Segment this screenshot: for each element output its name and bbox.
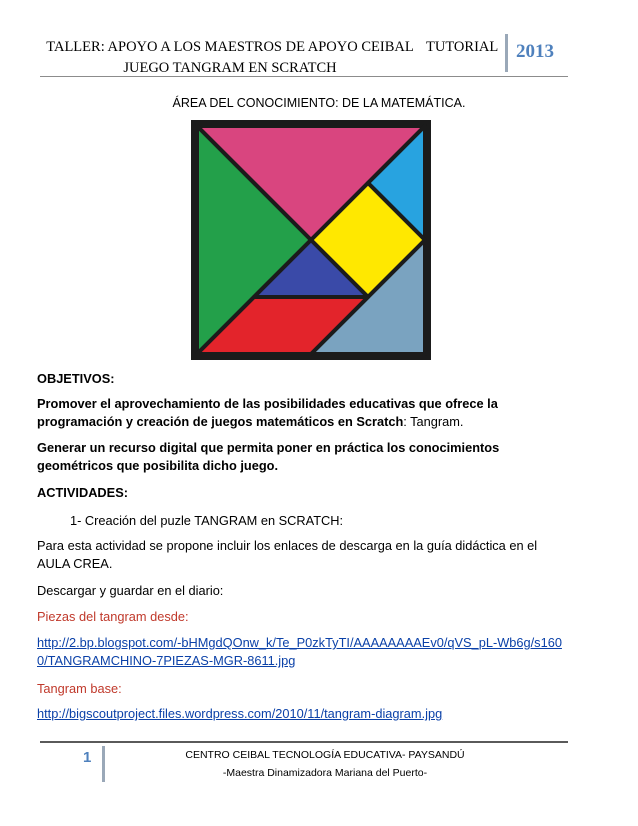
footer-divider bbox=[40, 741, 568, 743]
actividades-heading: ACTIVIDADES: bbox=[37, 485, 129, 500]
tangram-image bbox=[191, 120, 431, 360]
objetivos-paragraph-1 bbox=[37, 395, 557, 431]
header-title-line2: JUEGO TANGRAM EN SCRATCH bbox=[123, 60, 337, 76]
tangram-base-label: Tangram base: bbox=[37, 681, 122, 696]
objetivos-heading: OBJETIVOS: bbox=[37, 371, 115, 386]
piezas-label: Piezas del tangram desde: bbox=[37, 609, 189, 624]
piezas-link[interactable]: http://2.bp.blogspot.com/-bHMgdQOnw_k/Te_P0zkTyTI/AAAAAAAAEv0/qVS_pL-Wb6g/s1600/TANGRAMCHINO-7PIEZAS-MGR-8611.jpg bbox=[37, 635, 562, 668]
header-year: 2013 bbox=[505, 34, 565, 72]
page-number: 1 bbox=[77, 746, 105, 782]
header-title bbox=[40, 37, 420, 79]
actividades-paragraph-1: Para esta actividad se propone incluir los enlaces de descarga en la guía didáctica en el AULA CREA. bbox=[37, 538, 538, 571]
objetivos-paragraph-2: Generar un recurso digital que permita poner en práctica los conocimientos geométricos que posibilita dicho juego. bbox=[37, 440, 500, 473]
footer-line-1: CENTRO CEIBAL TECNOLOGÍA EDUCATIVA- PAYSANDÚ bbox=[185, 749, 465, 761]
area-heading: ÁREA DEL CONOCIMIENTO: DE LA MATEMÁTICA. bbox=[172, 96, 466, 110]
footer-line-2: -Maestra Dinamizadora Mariana del Puerto- bbox=[222, 767, 428, 779]
objetivos-p1-tail: : Tangram. bbox=[403, 414, 464, 429]
tangram-base-link[interactable]: http://bigscoutproject.files.wordpress.com/2010/11/tangram-diagram.jpg bbox=[37, 706, 443, 721]
actividades-item-1: 1- Creación del puzle TANGRAM en SCRATCH: bbox=[70, 513, 344, 528]
actividades-paragraph-2: Descargar y guardar en el diario: bbox=[37, 583, 224, 598]
objetivos-p1-main: Promover el aprovechamiento de las posibilidades educativas que ofrece la programación y creación de juegos matemáticos en Scratch bbox=[37, 396, 498, 429]
header-title-line1: TALLER: APOYO A LOS MAESTROS DE APOYO CEIBAL bbox=[46, 39, 414, 55]
header-divider bbox=[40, 76, 568, 77]
header-tutorial: TUTORIAL bbox=[426, 39, 499, 55]
footer-text bbox=[150, 746, 500, 782]
